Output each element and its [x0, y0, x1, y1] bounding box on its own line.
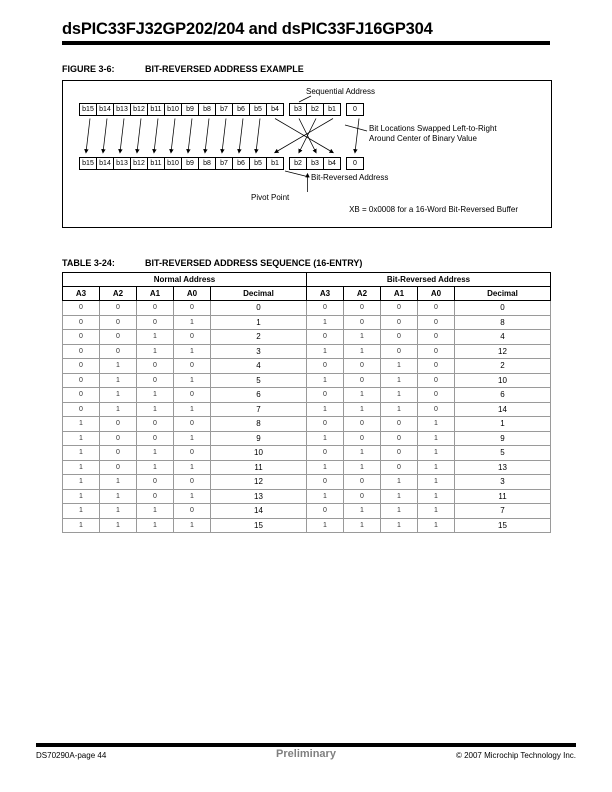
header-rule: [62, 41, 550, 45]
address-bit-cell: 1: [381, 359, 418, 374]
figure-caption: [62, 64, 304, 74]
table-row: [63, 504, 551, 519]
decimal-cell: 4: [211, 359, 307, 374]
table-column-header-row: [63, 287, 551, 301]
reversed-bit-cell: b5: [249, 157, 267, 170]
address-bit-cell: 1: [307, 518, 344, 533]
table-title: BIT-REVERSED ADDRESS SEQUENCE (16-ENTRY): [145, 258, 363, 268]
address-bit-cell: 1: [100, 504, 137, 519]
decimal-cell: 15: [455, 518, 551, 533]
address-bit-cell: 1: [381, 402, 418, 417]
column-header-a2: A2: [100, 287, 137, 301]
footer-doc-number: DS70290A-page 44: [36, 751, 107, 760]
reversed-bit-cell: b1: [266, 157, 284, 170]
address-bit-cell: 1: [137, 518, 174, 533]
address-bit-cell: 1: [344, 330, 381, 345]
address-bit-cell: 0: [344, 315, 381, 330]
address-bit-cell: 0: [63, 344, 100, 359]
figure-label: FIGURE 3-6:: [62, 64, 115, 74]
address-bit-cell: 0: [100, 315, 137, 330]
decimal-cell: 14: [211, 504, 307, 519]
figure-frame: [62, 80, 552, 228]
address-bit-cell: 1: [381, 388, 418, 403]
reversed-bit-cell: b7: [215, 157, 233, 170]
address-bit-cell: 0: [307, 330, 344, 345]
page-title: dsPIC33FJ32GP202/204 and dsPIC33FJ16GP304: [62, 20, 433, 38]
address-bit-cell: 0: [100, 431, 137, 446]
address-bit-cell: 0: [307, 417, 344, 432]
address-bit-cell: 0: [137, 475, 174, 490]
address-bit-cell: 1: [381, 475, 418, 490]
address-bit-cell: 0: [307, 446, 344, 461]
address-bit-cell: 1: [307, 460, 344, 475]
xb-note: XB = 0x0008 for a 16-Word Bit-Reversed Buffer: [349, 205, 518, 214]
address-bit-cell: 0: [100, 460, 137, 475]
address-bit-cell: 1: [137, 446, 174, 461]
address-bit-cell: 1: [63, 518, 100, 533]
address-bit-cell: 1: [344, 518, 381, 533]
sequential-bit-cell: b1: [323, 103, 341, 116]
decimal-cell: 3: [211, 344, 307, 359]
address-bit-cell: 1: [137, 344, 174, 359]
address-bit-cell: 1: [344, 446, 381, 461]
reversed-bit-cell: b10: [164, 157, 182, 170]
decimal-cell: 15: [211, 518, 307, 533]
table-label: TABLE 3-24:: [62, 258, 115, 268]
decimal-cell: 2: [211, 330, 307, 345]
reversed-bit-cell: b15: [79, 157, 97, 170]
reversed-bit-cell: b2: [289, 157, 307, 170]
decimal-cell: 6: [211, 388, 307, 403]
sequential-bit-cell: b8: [198, 103, 216, 116]
address-bit-cell: 0: [100, 446, 137, 461]
reversed-bit-cell: b13: [113, 157, 131, 170]
address-bit-cell: 1: [344, 504, 381, 519]
address-bit-cell: 1: [63, 504, 100, 519]
decimal-cell: 13: [211, 489, 307, 504]
address-bit-cell: 0: [381, 417, 418, 432]
decimal-cell: 0: [455, 301, 551, 316]
figure-title: BIT-REVERSED ADDRESS EXAMPLE: [145, 64, 304, 74]
address-bit-cell: 0: [137, 373, 174, 388]
sequential-bit-cell: b3: [289, 103, 307, 116]
address-bit-cell: 1: [100, 402, 137, 417]
address-bit-cell: 1: [63, 417, 100, 432]
address-bit-cell: 1: [344, 460, 381, 475]
address-bit-cell: 1: [63, 475, 100, 490]
table-row: [63, 446, 551, 461]
address-bit-cell: 1: [307, 315, 344, 330]
decimal-cell: 4: [455, 330, 551, 345]
address-bit-cell: 0: [137, 417, 174, 432]
reversed-bit-cell: b8: [198, 157, 216, 170]
address-bit-cell: 1: [174, 344, 211, 359]
address-bit-cell: 0: [137, 489, 174, 504]
address-bit-cell: 1: [418, 504, 455, 519]
sequential-address-label: Sequential Address: [306, 87, 375, 96]
address-bit-cell: 0: [307, 388, 344, 403]
address-bit-cell: 0: [418, 359, 455, 374]
sequential-bit-cell: 0: [346, 103, 364, 116]
decimal-cell: 10: [211, 446, 307, 461]
address-bit-cell: 1: [174, 518, 211, 533]
pivot-point-label: Pivot Point: [251, 193, 290, 202]
table-row: [63, 460, 551, 475]
table-row: [63, 315, 551, 330]
address-bit-cell: 1: [344, 388, 381, 403]
address-bit-cell: 1: [418, 460, 455, 475]
address-bit-cell: 0: [381, 446, 418, 461]
sequential-bit-cell: b5: [249, 103, 267, 116]
column-header-a0: A0: [174, 287, 211, 301]
address-bit-cell: 1: [174, 489, 211, 504]
address-bit-cell: 1: [63, 460, 100, 475]
address-bit-cell: 0: [63, 301, 100, 316]
address-bit-cell: 0: [381, 431, 418, 446]
bit-reversed-address-table: [62, 272, 551, 533]
decimal-cell: 9: [455, 431, 551, 446]
address-bit-cell: 0: [100, 417, 137, 432]
address-bit-cell: 0: [63, 330, 100, 345]
decimal-cell: 6: [455, 388, 551, 403]
footer-copyright: © 2007 Microchip Technology Inc.: [455, 751, 576, 760]
table-row: [63, 475, 551, 490]
address-bit-cell: 1: [381, 373, 418, 388]
sequential-bit-cell: b14: [96, 103, 114, 116]
address-bit-cell: 0: [418, 301, 455, 316]
reversed-bit-cell: 0: [346, 157, 364, 170]
column-header-decimal: Decimal: [211, 287, 307, 301]
sequential-bit-cell: b11: [147, 103, 165, 116]
address-bit-cell: 0: [174, 330, 211, 345]
address-bit-cell: 0: [63, 315, 100, 330]
address-bit-cell: 0: [381, 344, 418, 359]
address-bit-cell: 1: [307, 344, 344, 359]
decimal-cell: 1: [211, 315, 307, 330]
address-bit-cell: 1: [100, 359, 137, 374]
address-bit-cell: 0: [307, 359, 344, 374]
address-bit-cell: 1: [137, 330, 174, 345]
column-header-a1: A1: [137, 287, 174, 301]
address-bit-cell: 1: [418, 431, 455, 446]
decimal-cell: 14: [455, 402, 551, 417]
address-bit-cell: 1: [344, 402, 381, 417]
address-bit-cell: 1: [137, 402, 174, 417]
address-bit-cell: 0: [344, 417, 381, 432]
sequential-bit-cell: b15: [79, 103, 97, 116]
group-header-bit-reversed: Bit-Reversed Address: [307, 273, 551, 287]
address-bit-cell: 0: [137, 359, 174, 374]
sequential-bit-cell: b12: [130, 103, 148, 116]
address-bit-cell: 0: [381, 315, 418, 330]
address-bit-cell: 1: [174, 402, 211, 417]
decimal-cell: 11: [455, 489, 551, 504]
address-bit-cell: 0: [137, 315, 174, 330]
address-bit-cell: 0: [63, 402, 100, 417]
address-bit-cell: 1: [174, 373, 211, 388]
address-bit-cell: 0: [63, 359, 100, 374]
reversed-bit-cell: b4: [323, 157, 341, 170]
address-bit-cell: 1: [137, 460, 174, 475]
address-bit-cell: 1: [381, 518, 418, 533]
decimal-cell: 5: [211, 373, 307, 388]
address-bit-cell: 0: [418, 388, 455, 403]
figure-bottom-row: [79, 157, 363, 170]
table-row: [63, 417, 551, 432]
decimal-cell: 12: [455, 344, 551, 359]
reversed-bit-cell: b14: [96, 157, 114, 170]
sequential-bit-cell: b10: [164, 103, 182, 116]
sequential-bit-cell: b4: [266, 103, 284, 116]
decimal-cell: 8: [211, 417, 307, 432]
table-row: [63, 431, 551, 446]
address-bit-cell: 0: [344, 373, 381, 388]
address-bit-cell: 1: [307, 373, 344, 388]
address-bit-cell: 1: [63, 431, 100, 446]
table-row: [63, 518, 551, 533]
reversed-bit-cell: b12: [130, 157, 148, 170]
reversed-bit-cell: b3: [306, 157, 324, 170]
column-header-a3: A3: [63, 287, 100, 301]
address-bit-cell: 1: [100, 518, 137, 533]
swap-note: [369, 124, 497, 144]
address-bit-cell: 0: [344, 359, 381, 374]
address-bit-cell: 1: [100, 373, 137, 388]
decimal-cell: 1: [455, 417, 551, 432]
footer-preliminary: Preliminary: [276, 748, 336, 760]
address-bit-cell: 0: [100, 344, 137, 359]
column-header-decimal: Decimal: [455, 287, 551, 301]
address-bit-cell: 0: [63, 388, 100, 403]
decimal-cell: 5: [455, 446, 551, 461]
address-bit-cell: 1: [100, 475, 137, 490]
column-header-a0: A0: [418, 287, 455, 301]
address-bit-cell: 0: [381, 460, 418, 475]
address-bit-cell: 1: [307, 402, 344, 417]
footer-rule: [36, 743, 576, 747]
sequential-bit-cell: b13: [113, 103, 131, 116]
address-bit-cell: 0: [174, 301, 211, 316]
decimal-cell: 2: [455, 359, 551, 374]
address-bit-cell: 0: [344, 301, 381, 316]
address-bit-cell: 1: [63, 446, 100, 461]
table-row: [63, 489, 551, 504]
address-bit-cell: 1: [381, 504, 418, 519]
address-bit-cell: 0: [100, 330, 137, 345]
sequential-bit-cell: b2: [306, 103, 324, 116]
address-bit-cell: 1: [174, 460, 211, 475]
swap-note-line1: Bit Locations Swapped Left-to-Right: [369, 124, 497, 133]
decimal-cell: 0: [211, 301, 307, 316]
table-caption: [62, 258, 362, 268]
address-bit-cell: 0: [344, 431, 381, 446]
address-bit-cell: 1: [63, 489, 100, 504]
address-bit-cell: 1: [100, 489, 137, 504]
decimal-cell: 12: [211, 475, 307, 490]
address-bit-cell: 0: [418, 373, 455, 388]
column-header-a3: A3: [307, 287, 344, 301]
decimal-cell: 11: [211, 460, 307, 475]
address-bit-cell: 0: [307, 475, 344, 490]
sequential-bit-cell: b9: [181, 103, 199, 116]
address-bit-cell: 0: [174, 359, 211, 374]
table-row: [63, 344, 551, 359]
address-bit-cell: 0: [344, 489, 381, 504]
address-bit-cell: 1: [137, 504, 174, 519]
address-bit-cell: 0: [418, 402, 455, 417]
address-bit-cell: 0: [418, 344, 455, 359]
address-bit-cell: 1: [418, 518, 455, 533]
address-bit-cell: 0: [100, 301, 137, 316]
decimal-cell: 3: [455, 475, 551, 490]
decimal-cell: 7: [455, 504, 551, 519]
address-bit-cell: 0: [307, 301, 344, 316]
figure-top-row: [79, 103, 363, 116]
column-header-a1: A1: [381, 287, 418, 301]
address-bit-cell: 0: [418, 330, 455, 345]
address-bit-cell: 0: [174, 504, 211, 519]
reversed-bit-cell: b9: [181, 157, 199, 170]
sequential-bit-cell: b6: [232, 103, 250, 116]
address-bit-cell: 1: [418, 446, 455, 461]
table-row: [63, 402, 551, 417]
table-row: [63, 330, 551, 345]
address-bit-cell: 1: [418, 417, 455, 432]
table-row: [63, 301, 551, 316]
decimal-cell: 7: [211, 402, 307, 417]
table-row: [63, 388, 551, 403]
decimal-cell: 8: [455, 315, 551, 330]
address-bit-cell: 1: [174, 315, 211, 330]
address-bit-cell: 0: [137, 431, 174, 446]
address-bit-cell: 1: [418, 489, 455, 504]
address-bit-cell: 0: [307, 504, 344, 519]
table-row: [63, 373, 551, 388]
swap-note-line2: Around Center of Binary Value: [369, 134, 477, 143]
address-bit-cell: 0: [137, 301, 174, 316]
address-bit-cell: 1: [418, 475, 455, 490]
address-bit-cell: 0: [63, 373, 100, 388]
bit-reversed-address-label: Bit-Reversed Address: [311, 173, 389, 182]
address-bit-cell: 0: [174, 417, 211, 432]
table-row: [63, 359, 551, 374]
address-bit-cell: 1: [100, 388, 137, 403]
reversed-bit-cell: b6: [232, 157, 250, 170]
address-bit-cell: 0: [381, 301, 418, 316]
decimal-cell: 13: [455, 460, 551, 475]
address-bit-cell: 1: [307, 489, 344, 504]
address-bit-cell: 1: [137, 388, 174, 403]
address-bit-cell: 1: [381, 489, 418, 504]
table-body: [63, 301, 551, 533]
column-header-a2: A2: [344, 287, 381, 301]
decimal-cell: 10: [455, 373, 551, 388]
reversed-bit-cell: b11: [147, 157, 165, 170]
decimal-cell: 9: [211, 431, 307, 446]
address-bit-cell: 0: [174, 475, 211, 490]
address-bit-cell: 1: [307, 431, 344, 446]
sequential-bit-cell: b7: [215, 103, 233, 116]
address-bit-cell: 0: [174, 446, 211, 461]
address-bit-cell: 1: [344, 344, 381, 359]
address-bit-cell: 0: [381, 330, 418, 345]
address-bit-cell: 0: [418, 315, 455, 330]
address-bit-cell: 0: [174, 388, 211, 403]
address-bit-cell: 1: [174, 431, 211, 446]
group-header-normal: Normal Address: [63, 273, 307, 287]
address-bit-cell: 0: [344, 475, 381, 490]
table-group-header-row: [63, 273, 551, 287]
